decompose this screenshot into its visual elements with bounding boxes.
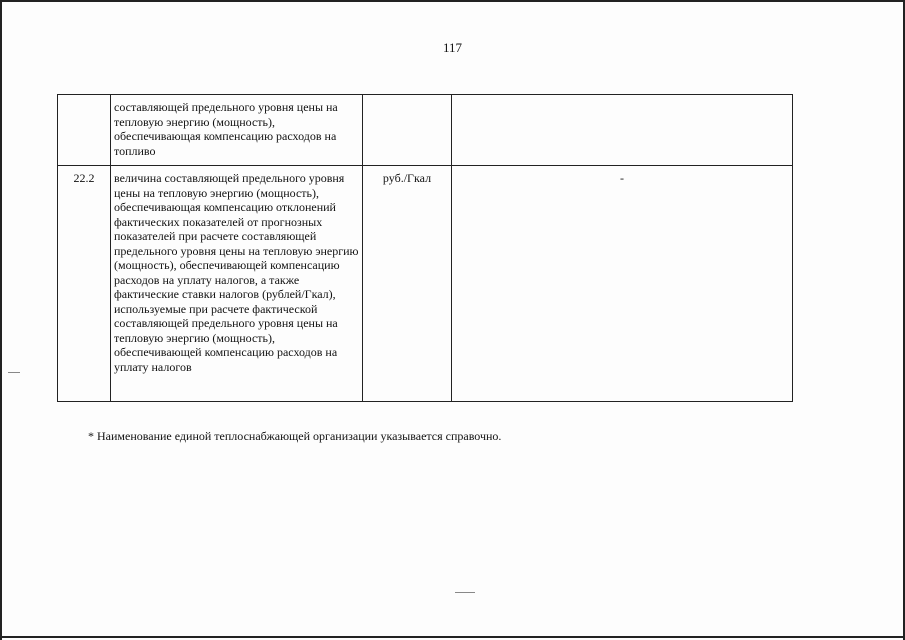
scan-edge-left (0, 0, 2, 640)
indicator-table (57, 94, 793, 402)
row-unit-cell: руб./Гкал (363, 166, 452, 402)
row-value-cell: - (452, 166, 793, 402)
row-description-cell: составляющей предельного уровня цены на тепловую энергию (мощность), обеспечивающая компенсацию расходов на топливо (111, 95, 363, 166)
row-description-cell: величина составляющей предельного уровня цены на тепловую энергию (мощность), обеспечивающая компенсацию отклонений фактических показателей от прогнозных показателей при расчете составляющей предельного уровня цены на тепловую энергию (мощность), обеспечивающей компенсацию расходов на уплату налогов, а также фактические ставки налогов (рублей/Гкал), используемые при расчете фактической составляющей предельного уровня цены на тепловую энергию (мощность), обеспечивающей компенсацию расходов на уплату налогов (111, 166, 363, 402)
table-row (58, 95, 793, 166)
scan-edge-bottom (0, 636, 905, 638)
page-number: 117 (442, 40, 463, 55)
row-unit-cell (363, 95, 452, 166)
row-number-cell: 22.2 (58, 166, 111, 402)
table-row (58, 166, 793, 402)
footnote: * Наименование единой теплоснабжающей организации указывается справочно. (88, 429, 502, 443)
scan-edge-top (0, 0, 905, 2)
scan-speck (8, 372, 20, 373)
row-number-cell (58, 95, 111, 166)
scan-speck (455, 592, 475, 593)
row-value-cell (452, 95, 793, 166)
